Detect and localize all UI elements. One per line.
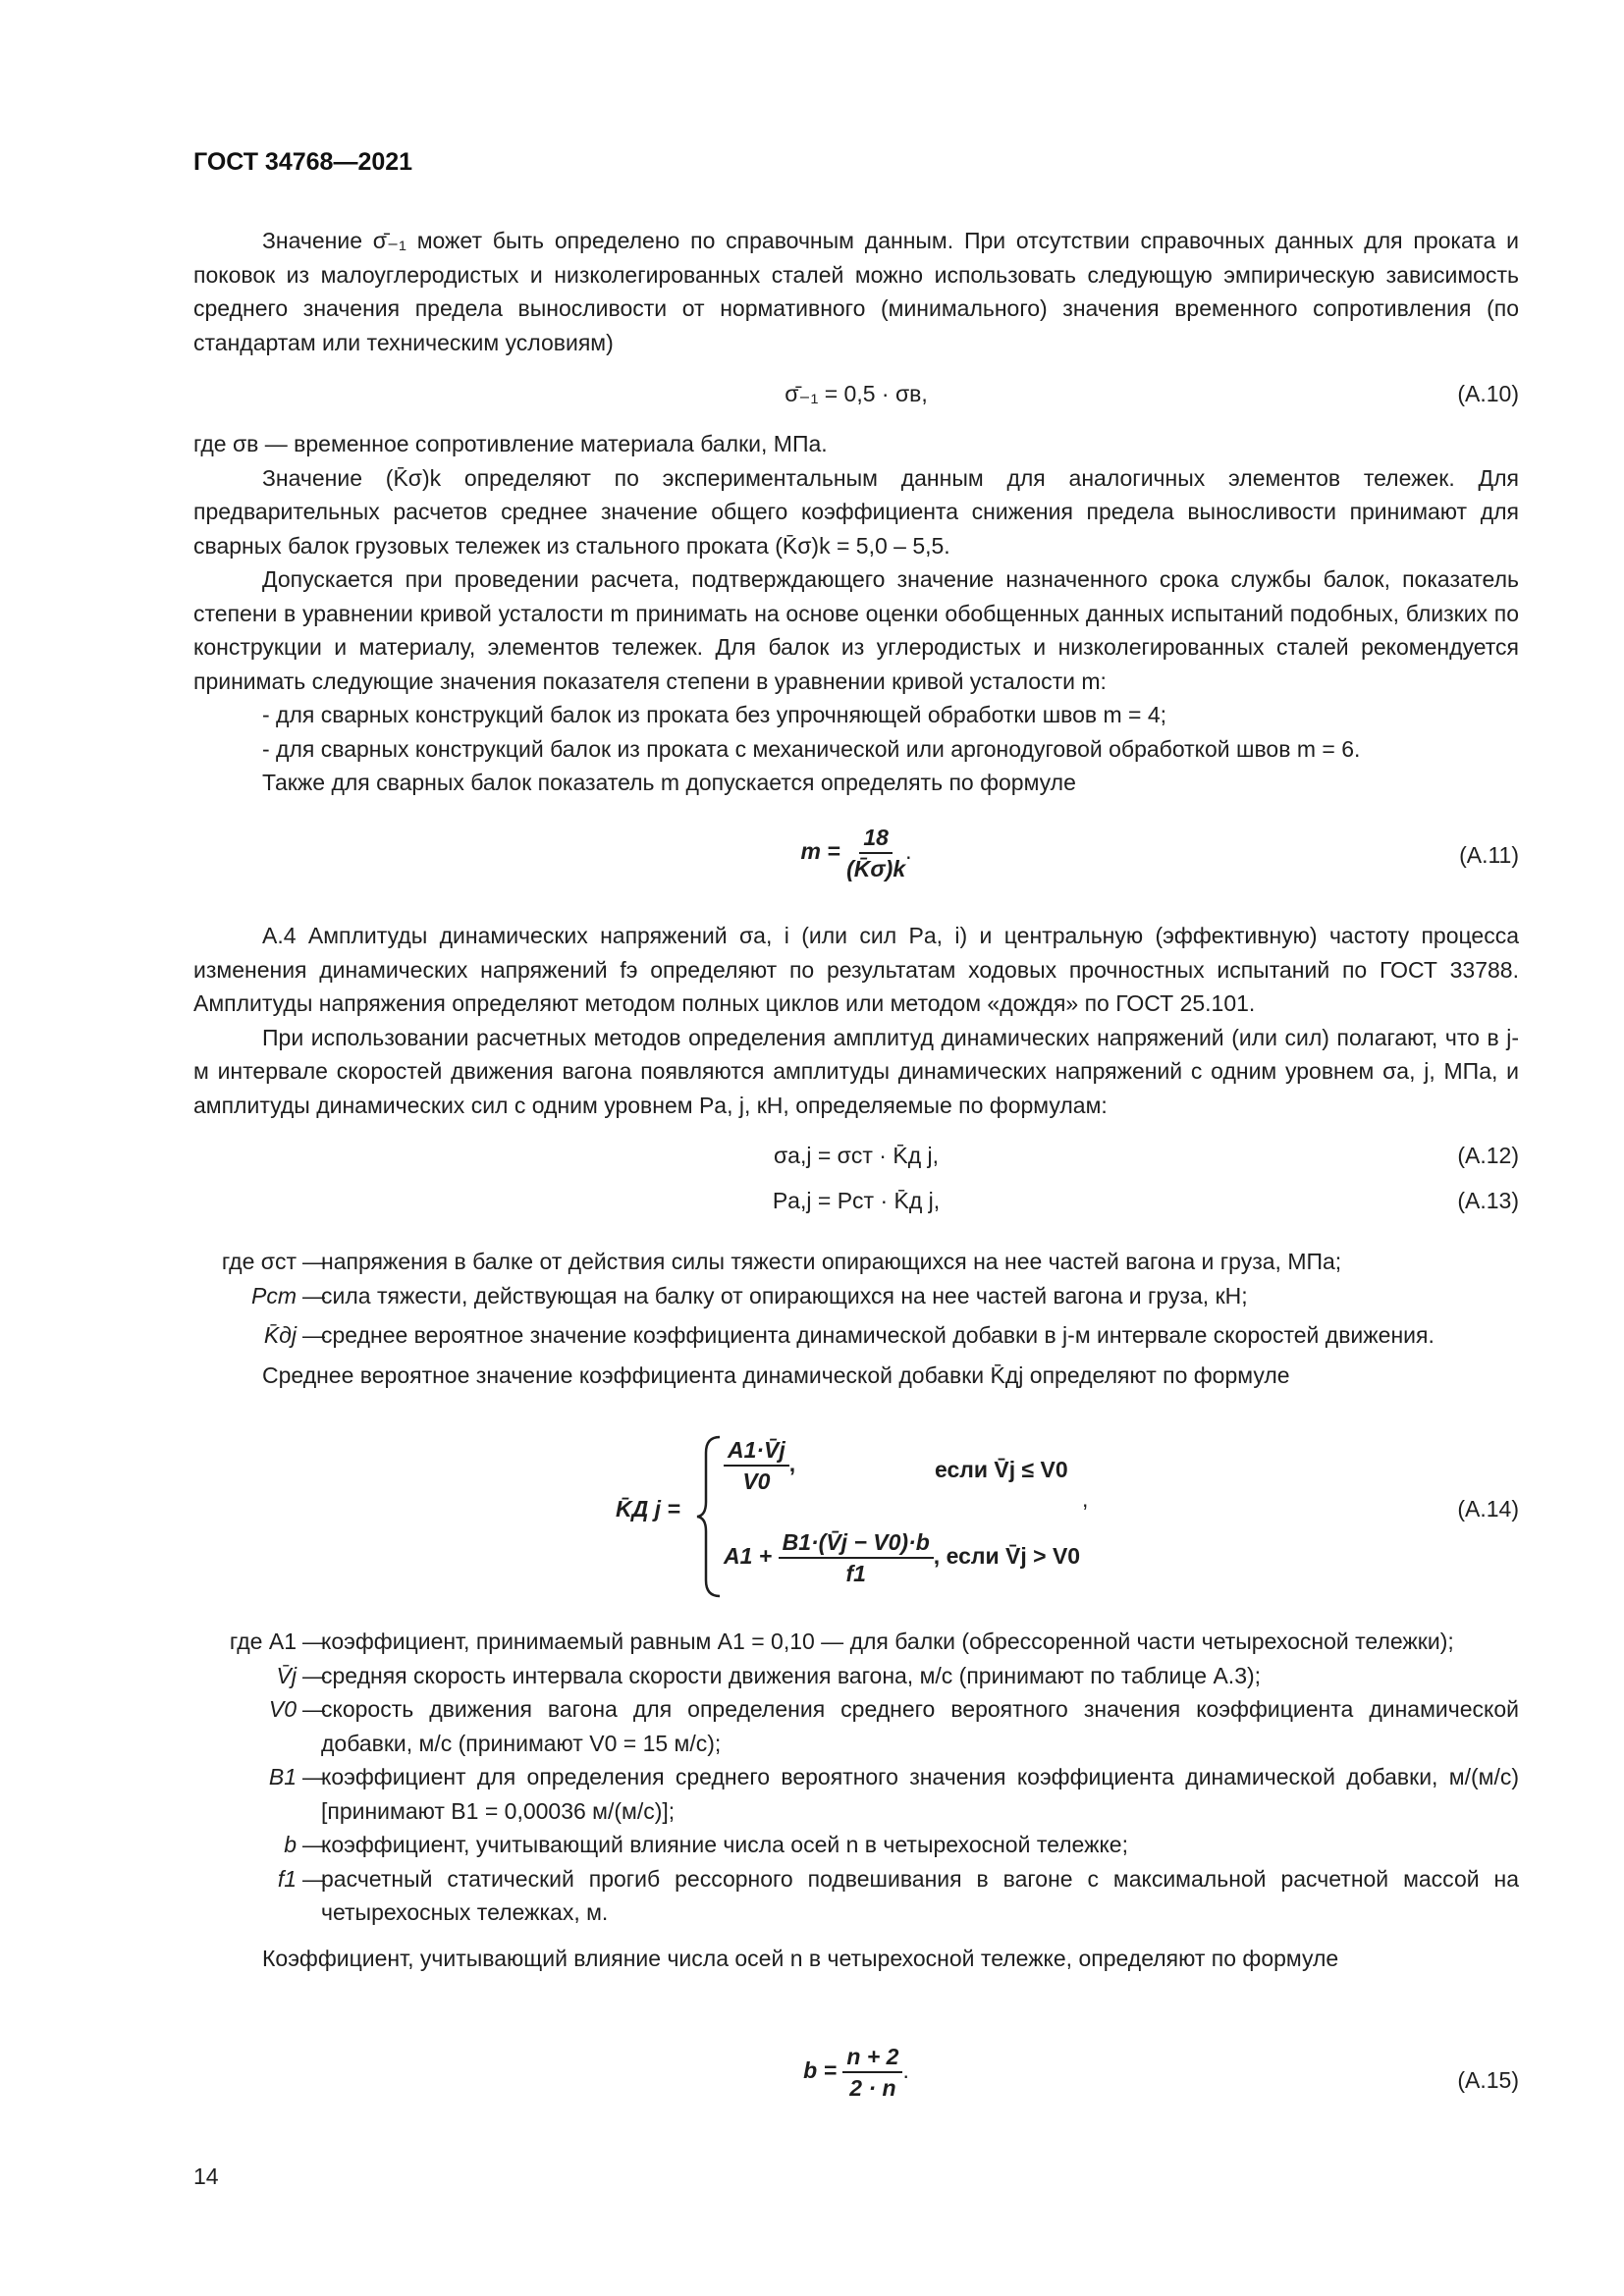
legend-item: V0 — скорость движения вагона для определения среднего вероятного значения коэффициента динамической добавки, м/с (принимают V0 = 15 м/с); [268,1696,1519,1756]
list-item-m4: - для сварных конструкций балок из проката без упрочняющей обработки швов m = 4; [262,702,1167,727]
equation-a12 [193,1139,1519,1178]
equation-a14-case2-prefix: A1 + [724,1543,773,1570]
equation-a14-case1-denominator: V0 [742,1468,771,1494]
equation-a15-tail: . [902,2057,909,2084]
paragraph-block-1 [193,224,1519,359]
equation-a14-case1-condition: если V̄j ≤ V0 [935,1457,1068,1482]
equation-a13-formula: Pa,j = Pст · K̄д j, [772,1188,941,1213]
equation-a14-case2 [724,1527,1080,1588]
equation-a14-lhs: K̄Д j = [616,1496,680,1522]
legend-item: b — коэффициент, учитывающий влияние числа осей n в четырехосной тележке; [284,1832,1128,1857]
equation-a15-numerator: n + 2 [842,2042,902,2073]
equation-a15-number: (А.15) [1457,2067,1519,2093]
equation-a12-formula: σa,j = σст · K̄д j, [773,1143,940,1168]
legend-item: V̄j — средняя скорость интервала скорости движения вагона, м/с (принимают по таблице А.3); [276,1662,1262,1688]
paragraph-b-formula-intro: Коэффициент, учитывающий влияние числа осей n в четырехосной тележке, определяют по формуле [262,1945,1339,1971]
equation-a13 [193,1184,1519,1223]
legend-item: f1 — расчетный статический прогиб рессорного подвешивания в вагоне с максимальной расчетной массой на четырехосных тележках, м. [277,1865,1519,1925]
paragraph-sigma-reference: Значение σ̄₋₁ может быть определено по справочным данным. При отсутствии справочных данных для проката и поковок из малоуглеродистых и низколегированных сталей можно использовать следующую эмпирическую зависимость среднего значения предела выносливости от нормативного (минимального) значения временного сопротивления (по стандартам или техническим условиям) [193,228,1519,355]
equation-a14-case2-numerator: B1·(V̄j − V0)·b [779,1527,934,1559]
equation-a11-number: (А.11) [1459,842,1519,868]
equation-a11-numerator: 18 [859,823,893,854]
paragraph-k-sigma: Значение (K̄σ)k определяют по экспериментальным данным для аналогичных элементов тележек. Для предварительных расчетов среднее значение общего коэффициента снижения предела выносливости принимают для сварных балок грузовых тележек из стального проката (K̄σ)k = 5,0 – 5,5. [193,464,1519,559]
paragraph-a4-amplitudes: А.4 Амплитуды динамических напряжений σa, i (или сил Pa, i) и центральную (эффективную) частоту процесса изменения динамических напряжений fэ определяют по результатам ходовых прочностных испытаний по ГОСТ 33788. Амплитуды напряжения определяют методом полных циклов или методом «дождя» по ГОСТ 25.101. [193,923,1519,1016]
page-number: 14 [193,2163,219,2189]
equation-a15-fraction [842,2042,902,2103]
list-item-m6: - для сварных конструкций балок из проката с механической или аргонодуговой обработкой швов m = 6. [262,735,1361,762]
equation-a14 [193,1433,1519,1600]
legend-item: где A1 — коэффициент, принимаемый равным A1 = 0,10 — для балки (обрессоренной части четырехосной тележки); [229,1629,1454,1654]
equation-a10-number: (А.10) [1457,381,1519,406]
paragraph-m-exponent: Допускается при проведении расчета, подтверждающего значение назначенного срока службы балок, показатель степени в уравнении кривой усталости m принимать на основе оценки обобщенных данных испытаний подобных, близких по конструкции и материалу, элементов тележек. Для балок из углеродистых и низколегированных сталей рекомендуется принимать следующие значения показателя степени в уравнении кривой усталости m: [193,566,1519,694]
paragraph-calculation-methods: При использовании расчетных методов определения амплитуд динамических напряжений (или сил) полагают, что в j-м интервале скоростей движения вагона появляются амплитуды динамических напряжений с одним уровнем σa, j, МПа, и амплитуды динамических сил с одним уровнем Pa, j, кН, определяемые по формулам: [193,1024,1519,1118]
equation-a12-number: (А.12) [1457,1143,1519,1168]
equation-a11-fraction [846,823,905,883]
legend-item: где σст — напряжения в балке от действия силы тяжести опирающихся на нее частей вагона и груза, МПа; [221,1249,1342,1274]
equation-a10-formula: σ̄₋₁ = 0,5 · σв, [785,381,928,406]
equation-a13-number: (А.13) [1457,1188,1519,1213]
equation-a14-case2-condition: , если V̄j > V0 [933,1543,1081,1570]
brace-icon [694,1433,724,1600]
paragraph-block-2 [193,427,1519,800]
paragraph-m-formula-intro: Также для сварных балок показатель m допускается определять по формуле [262,770,1076,795]
equation-a15-lhs: b = [803,2057,838,2084]
legend-item: B1 — коэффициент для определения среднего вероятного значения коэффициента динамической добавки, м/(м/с) [принимают B1 = 0,00036 м/(м/с)]; [268,1764,1519,1824]
paragraph-k-dj-formula-intro: Среднее вероятное значение коэффициента динамической добавки K̄дj определяют по формуле [262,1362,1290,1388]
equation-a11-tail: . [905,838,912,865]
legend-item: K̄дj — среднее вероятное значение коэффициента динамической добавки в j-м интервале скоростей движения. [263,1322,1435,1348]
equation-a15 [193,2042,1519,2110]
legend-item: Pст — сила тяжести, действующая на балку от опирающихся на нее частей вагона и груза, кН; [251,1282,1248,1308]
equation-a14-case1-numerator: A1·V̄j [724,1435,789,1467]
equation-a14-case2-denominator: f1 [845,1561,866,1586]
equation-a15-denominator: 2 · n [849,2075,896,2101]
equation-a14-tail: , [1082,1486,1089,1512]
paragraph-sigma-b-definition: где σв — временное сопротивление материала балки, МПа. [193,431,828,456]
document-header: ГОСТ 34768—2021 [193,148,413,176]
paragraph-block-3 [193,919,1519,1122]
equation-a11 [193,823,1519,891]
legend-list-1 [193,1245,1519,1392]
equation-a11-denominator: (K̄σ)k [846,856,906,881]
legend-list-2 [193,1625,1519,1975]
equation-a10 [193,377,1519,416]
equation-a14-number: (А.14) [1457,1496,1519,1522]
equation-a11-lhs: m = [800,838,840,865]
equation-a14-case1: $\frac{A1\cdot V̄j}{V0}$ , [724,1435,795,1496]
